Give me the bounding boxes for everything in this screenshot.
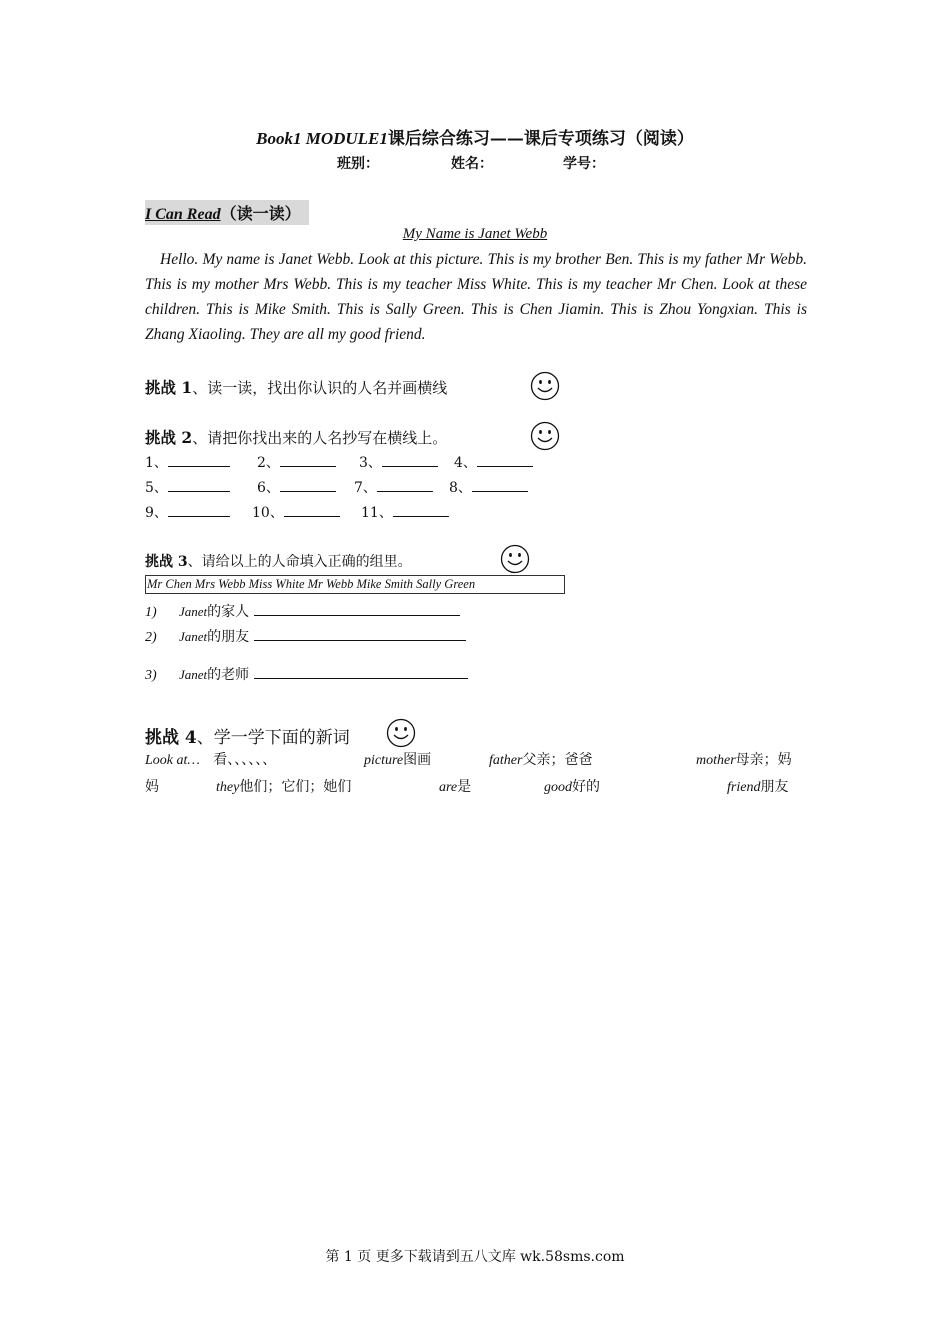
section-heading-cn: （读一读） (220, 204, 301, 223)
challenge-1 (145, 376, 447, 398)
blank-number: 11、 (361, 505, 393, 521)
challenge-2 (145, 426, 447, 448)
challenge-2-text: 、请把你找出来的人名抄写在横线上。 (192, 429, 448, 447)
vocab-cn: 朋友 (760, 779, 789, 795)
vocab-en: friend (727, 780, 761, 795)
vocab-cn: 看、、、、、、 (213, 752, 277, 768)
blank-11 (361, 502, 449, 522)
blank-7 (354, 477, 433, 497)
answer-line[interactable] (284, 502, 340, 517)
group-name: Janet (179, 604, 208, 619)
page-footer: 第 1 页 更多下载请到五八文库 wk.58sms.com (325, 1249, 625, 1265)
challenge-1-text: 、读一读，找出你认识的人名并画横线 (192, 379, 448, 397)
blank-number: 1、 (145, 455, 168, 471)
blank-10 (252, 502, 340, 522)
story-title: My Name is Janet Webb (402, 226, 548, 242)
challenge-4-text: 、学一学下面的新词 (196, 728, 350, 748)
group-name: Janet (179, 629, 208, 644)
group-family (145, 601, 460, 621)
smiley-face-icon (500, 544, 530, 574)
smiley-face-icon (530, 371, 560, 401)
vocab-en: good (544, 780, 572, 795)
blank-3 (359, 452, 438, 472)
vocab-mother (696, 749, 792, 769)
vocab-cn: 是 (457, 779, 472, 795)
challenge-1-label: 挑战 1 (145, 378, 193, 397)
blank-8 (449, 477, 528, 497)
vocab-en: they (216, 780, 240, 795)
answer-line[interactable] (280, 477, 336, 492)
group-text: 的家人 (207, 604, 250, 620)
smiley-face-icon (386, 718, 416, 748)
blank-number: 10、 (252, 505, 284, 521)
name-field-label: 姓名： (451, 156, 493, 172)
vocab-are (439, 776, 471, 796)
group-number: 1) (145, 605, 157, 620)
answer-line[interactable] (377, 477, 433, 492)
blank-6 (257, 477, 336, 497)
vocab-en: mother (696, 753, 736, 768)
answer-line[interactable] (254, 626, 466, 641)
vocab-they (216, 776, 351, 796)
challenge-2-label: 挑战 2 (145, 428, 193, 447)
answer-line[interactable] (168, 502, 230, 517)
challenge-3-label: 挑战 3 (145, 554, 188, 570)
answer-line[interactable] (254, 664, 468, 679)
challenge-4 (145, 723, 350, 748)
blank-2 (257, 452, 336, 472)
group-friends (145, 626, 466, 646)
page-title (0, 124, 950, 149)
vocab-cn: 他们；它们；她们 (239, 779, 352, 795)
challenge-3 (145, 551, 412, 571)
vocab-cn: 好的 (572, 779, 600, 795)
answer-line[interactable] (472, 477, 528, 492)
number-field-label: 学号： (563, 156, 605, 172)
smiley-face-icon (530, 421, 560, 451)
title-chinese: 课后综合练习——课后专项练习（阅读） (387, 129, 694, 149)
blank-number: 6、 (257, 480, 280, 496)
group-teachers (145, 664, 468, 684)
blank-1 (145, 452, 230, 472)
vocab-en: are (439, 780, 458, 795)
answer-line[interactable] (168, 452, 230, 467)
title-english: Book1 MODULE1 (256, 129, 388, 148)
group-name: Janet (179, 667, 208, 682)
blank-9 (145, 502, 230, 522)
blank-number: 3、 (359, 455, 382, 471)
answer-line[interactable] (393, 502, 449, 517)
blank-number: 8、 (449, 480, 472, 496)
vocab-mother-continued: 妈 (145, 779, 159, 795)
class-field-label: 班别： (337, 156, 379, 172)
names-box: Mr Chen Mrs Webb Miss White Mr Webb Mike Smith Sally Green (145, 575, 565, 594)
blank-number: 2、 (257, 455, 280, 471)
blank-5 (145, 477, 230, 497)
vocab-good (544, 776, 600, 796)
blank-number: 4、 (454, 455, 477, 471)
group-text: 的朋友 (207, 629, 250, 645)
vocab-cn: 母亲；妈 (735, 752, 792, 768)
vocab-friend (727, 776, 788, 796)
vocab-cn: 父亲；爸爸 (522, 752, 593, 768)
section-heading-en: I Can Read (145, 206, 221, 223)
answer-line[interactable] (382, 452, 438, 467)
vocab-cn: 图画 (403, 752, 432, 768)
vocab-picture (364, 749, 431, 769)
story-text: Hello. My name is Janet Webb. Look at this picture. This is my brother Ben. This is my father Mr Webb. This is my mother Mrs Webb. This is my teacher Miss White. This is my teacher Mr Chen. Look at these children. This is Mike Smith. This is Sally Green. This is Chen Jiamin. This is Zhou Yongxian. This is Zhang Xiaoling. They are all my good friend. (145, 251, 807, 343)
answer-line[interactable] (477, 452, 533, 467)
group-number: 3) (145, 668, 157, 683)
answer-line[interactable] (280, 452, 336, 467)
group-number: 2) (145, 630, 157, 645)
group-text: 的老师 (207, 667, 250, 683)
vocab-en: father (489, 753, 523, 768)
blank-number: 7、 (354, 480, 377, 496)
vocab-look-at (145, 749, 276, 769)
challenge-4-label: 挑战 4 (145, 728, 197, 748)
vocab-en: Look at… (145, 753, 200, 768)
challenge-3-text: 、请给以上的人命填入正确的组里。 (187, 554, 412, 570)
blank-number: 9、 (145, 505, 168, 521)
blank-4 (454, 452, 533, 472)
answer-line[interactable] (254, 601, 460, 616)
blank-number: 5、 (145, 480, 168, 496)
section-heading (145, 200, 309, 225)
answer-line[interactable] (168, 477, 230, 492)
vocab-en: picture (364, 753, 404, 768)
vocab-father (489, 749, 592, 769)
